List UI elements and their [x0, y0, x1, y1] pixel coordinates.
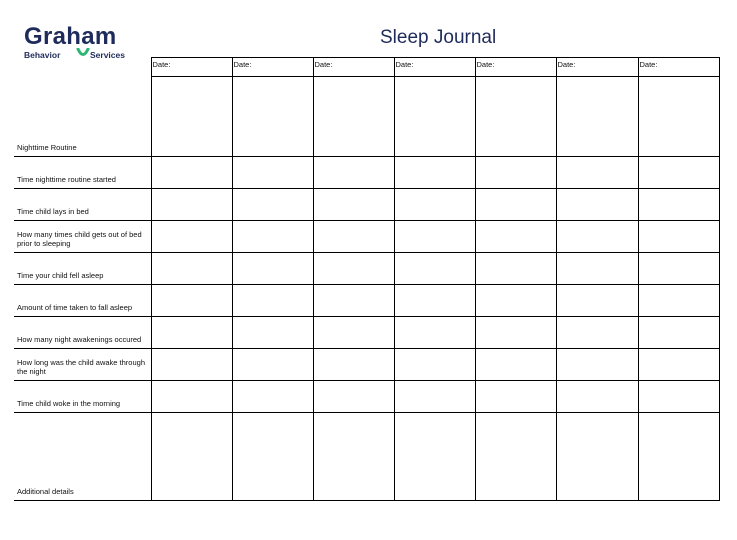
entry-cell[interactable] — [151, 77, 232, 157]
entry-cell[interactable] — [638, 77, 719, 157]
entry-cell[interactable] — [475, 220, 556, 252]
row-label: Time nighttime routine started — [14, 156, 151, 188]
table-row — [14, 284, 719, 316]
entry-cell[interactable] — [638, 284, 719, 316]
logo-subtitle-right: Services — [90, 50, 125, 60]
entry-cell[interactable] — [475, 348, 556, 380]
entry-cell[interactable] — [556, 284, 638, 316]
logo-name: Graham — [24, 23, 117, 50]
entry-cell[interactable] — [151, 316, 232, 348]
entry-cell[interactable] — [394, 156, 475, 188]
header-row — [14, 58, 719, 77]
entry-cell[interactable] — [638, 156, 719, 188]
entry-cell[interactable] — [232, 348, 313, 380]
date-header: Date: — [394, 58, 475, 77]
header-corner — [14, 58, 151, 77]
entry-cell[interactable] — [151, 252, 232, 284]
entry-cell[interactable] — [232, 316, 313, 348]
entry-cell[interactable] — [556, 252, 638, 284]
table-row — [14, 316, 719, 348]
entry-cell[interactable] — [556, 220, 638, 252]
table-row — [14, 188, 719, 220]
entry-cell[interactable] — [394, 252, 475, 284]
row-label: Time child lays in bed — [14, 188, 151, 220]
entry-cell[interactable] — [638, 220, 719, 252]
page-title: Sleep Journal — [380, 27, 497, 48]
entry-cell[interactable] — [313, 284, 394, 316]
entry-cell[interactable] — [556, 316, 638, 348]
entry-cell[interactable] — [394, 220, 475, 252]
entry-cell[interactable] — [313, 412, 394, 500]
table-row — [14, 252, 719, 284]
entry-cell[interactable] — [556, 188, 638, 220]
entry-cell[interactable] — [556, 380, 638, 412]
entry-cell[interactable] — [313, 316, 394, 348]
entry-cell[interactable] — [475, 77, 556, 157]
logo-subtitle-left: Behavior — [24, 50, 61, 60]
entry-cell[interactable] — [394, 284, 475, 316]
entry-cell[interactable] — [475, 156, 556, 188]
entry-cell[interactable] — [638, 316, 719, 348]
entry-cell[interactable] — [151, 284, 232, 316]
entry-cell[interactable] — [475, 252, 556, 284]
entry-cell[interactable] — [556, 348, 638, 380]
entry-cell[interactable] — [475, 284, 556, 316]
entry-cell[interactable] — [313, 348, 394, 380]
entry-cell[interactable] — [313, 156, 394, 188]
entry-cell[interactable] — [151, 220, 232, 252]
row-label: Amount of time taken to fall asleep — [14, 284, 151, 316]
table-row — [14, 77, 719, 157]
table-row — [14, 156, 719, 188]
entry-cell[interactable] — [475, 412, 556, 500]
entry-cell[interactable] — [556, 77, 638, 157]
entry-cell[interactable] — [394, 380, 475, 412]
entry-cell[interactable] — [475, 188, 556, 220]
entry-cell[interactable] — [394, 77, 475, 157]
entry-cell[interactable] — [475, 316, 556, 348]
entry-cell[interactable] — [556, 412, 638, 500]
row-label: How many times child gets out of bed prior to sleeping — [14, 220, 151, 252]
row-label: Time child woke in the morning — [14, 380, 151, 412]
entry-cell[interactable] — [394, 316, 475, 348]
entry-cell[interactable] — [313, 380, 394, 412]
entry-cell[interactable] — [232, 156, 313, 188]
date-header: Date: — [556, 58, 638, 77]
table-row — [14, 220, 719, 252]
entry-cell[interactable] — [151, 348, 232, 380]
table-row — [14, 348, 719, 380]
entry-cell[interactable] — [394, 348, 475, 380]
entry-cell[interactable] — [313, 77, 394, 157]
table-row — [14, 380, 719, 412]
entry-cell[interactable] — [232, 220, 313, 252]
row-label: Nighttime Routine — [14, 77, 151, 157]
date-header: Date: — [232, 58, 313, 77]
entry-cell[interactable] — [232, 188, 313, 220]
entry-cell[interactable] — [151, 412, 232, 500]
table-row — [14, 412, 719, 500]
entry-cell[interactable] — [638, 188, 719, 220]
row-label: Additional details — [14, 412, 151, 500]
entry-cell[interactable] — [232, 380, 313, 412]
entry-cell[interactable] — [638, 380, 719, 412]
entry-cell[interactable] — [394, 412, 475, 500]
entry-cell[interactable] — [151, 188, 232, 220]
entry-cell[interactable] — [313, 220, 394, 252]
journal-table — [14, 57, 720, 501]
entry-cell[interactable] — [313, 252, 394, 284]
date-header: Date: — [638, 58, 719, 77]
entry-cell[interactable] — [638, 412, 719, 500]
entry-cell[interactable] — [151, 380, 232, 412]
entry-cell[interactable] — [556, 156, 638, 188]
entry-cell[interactable] — [232, 412, 313, 500]
row-label: Time your child fell asleep — [14, 252, 151, 284]
date-header: Date: — [313, 58, 394, 77]
date-header: Date: — [475, 58, 556, 77]
entry-cell[interactable] — [232, 284, 313, 316]
entry-cell[interactable] — [232, 252, 313, 284]
entry-cell[interactable] — [475, 380, 556, 412]
entry-cell[interactable] — [313, 188, 394, 220]
entry-cell[interactable] — [151, 156, 232, 188]
date-header: Date: — [151, 58, 232, 77]
entry-cell[interactable] — [394, 188, 475, 220]
entry-cell[interactable] — [638, 348, 719, 380]
row-label: How long was the child awake through the night — [14, 348, 151, 380]
entry-cell[interactable] — [638, 252, 719, 284]
row-label: How many night awakenings occured — [14, 316, 151, 348]
entry-cell[interactable] — [232, 77, 313, 157]
